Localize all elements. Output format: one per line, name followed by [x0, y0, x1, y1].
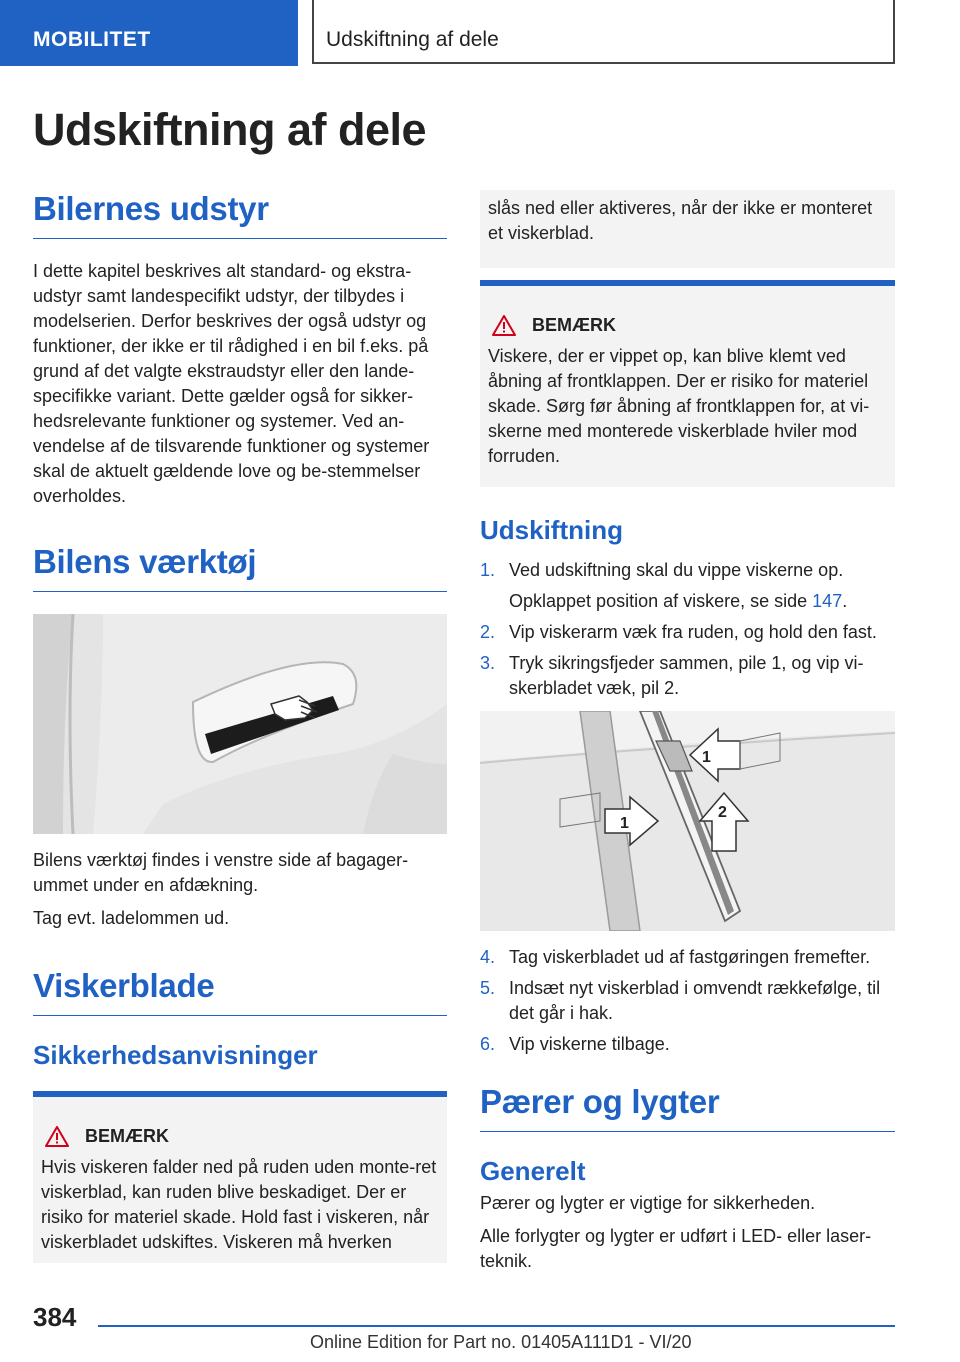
step-number: 4.: [480, 947, 496, 967]
warning-triangle-icon: [492, 314, 516, 336]
step-5: [480, 976, 895, 1026]
notice-continued-text: slås ned eller aktiveres, når der ikke er monteret et viskerblad.: [488, 198, 873, 243]
step-text: Ved udskiftning skal du vippe viskerne op.: [509, 560, 844, 580]
step-number: 1.: [480, 560, 496, 580]
step-6: [480, 1032, 895, 1057]
vehicle-equipment-text: I dette kapitel beskrives alt standard- og ekstra-udstyr samt landespecifikt udstyr, der tilbydes i modelserien. Derfor beskrives der også udstyr og funktioner, der ikke er til rådighed i en bil f.eks. på grund af det valgte ekstraudstyr eller den lande-specifikke variant. Dette gælder også for sikker-hedsrelevante funktioner og systemer. Ved an-vendelse af de tilsvarende funktioner og systemer skal de aktuelt gældende love og be-stemmelser overholdes.: [33, 261, 430, 506]
arrow-1-right-label: 1: [702, 749, 711, 766]
right-column: [480, 190, 895, 1274]
heading-bulbs-and-lights: Pærer og lygter: [480, 1083, 895, 1132]
step-2: [480, 620, 895, 645]
reference-suffix: .: [842, 591, 848, 611]
wiper-drawing: [480, 711, 895, 931]
arrow-1-left-label: 1: [620, 815, 629, 832]
toolkit-drawing: [33, 614, 447, 834]
step-text: Vip viskerne tilbage.: [509, 1034, 670, 1054]
charging-bag-text: Tag evt. ladelommen ud.: [33, 908, 230, 928]
heading-safety-notes: Sikkerhedsanvisninger: [33, 1040, 318, 1070]
heading-replacement: Udskiftning: [480, 515, 623, 545]
footer-divider: [98, 1325, 895, 1327]
general-text-1: Pærer og lygter er vigtige for sikkerheden.: [480, 1193, 816, 1213]
arrow-2-label: 2: [718, 804, 727, 821]
heading-onboard-toolkit: Bilens værktøj: [33, 543, 447, 592]
notice-text: Hvis viskeren falder ned på ruden uden monte-ret viskerblad, kan ruden blive beskadiget. Der er risiko for materiel skade. Hold fast i viskeren, når viskerbladet udskiftes. Viskeren må hverken: [41, 1157, 437, 1252]
step-number: 6.: [480, 1034, 496, 1054]
step-3: [480, 651, 895, 701]
toolkit-location-text: Bilens værktøj findes i venstre side af bagager-ummet under en afdækning.: [33, 850, 409, 895]
section-tab[interactable]: MOBILITET: [0, 0, 298, 66]
wiper-blade-illustration: [480, 711, 895, 931]
notice-box-continued: [480, 190, 895, 268]
step-text: Indsæt nyt viskerblad i omvendt rækkefølge, til det går i hak.: [509, 978, 881, 1023]
page-title: Udskiftning af dele: [33, 104, 427, 155]
notice-box-wiper-damage: [33, 1091, 447, 1263]
toolkit-illustration: [33, 614, 447, 834]
left-column: [33, 190, 447, 1263]
general-text-2: Alle forlygter og lygter er udført i LED- eller laser-teknik.: [480, 1226, 872, 1271]
footer-edition: Online Edition for Part no. 01405A111D1 - VI/20: [310, 1332, 692, 1352]
step-1-reference: [480, 589, 895, 614]
warning-triangle-icon: [45, 1125, 69, 1147]
step-number: 5.: [480, 978, 496, 998]
notice-label-2: BEMÆRK: [532, 314, 616, 335]
steps-list-c: [480, 945, 895, 1057]
step-number: 3.: [480, 653, 496, 673]
step-text: Vip viskerarm væk fra ruden, og hold den fast.: [509, 622, 877, 642]
heading-wiper-blades: Viskerblade: [33, 967, 447, 1016]
step-number: 2.: [480, 622, 496, 642]
notice-header-2: [488, 314, 887, 336]
notice-header: [41, 1125, 439, 1147]
notice-label: BEMÆRK: [85, 1125, 169, 1146]
step-4: [480, 945, 895, 970]
step-text: Tryk sikringsfjeder sammen, pile 1, og vip vi-skerbladet væk, pil 2.: [509, 653, 864, 698]
step-text: Tag viskerbladet ud af fastgøringen fremefter.: [509, 947, 871, 967]
page-number: 384: [33, 1302, 77, 1332]
step-1: [480, 558, 895, 583]
steps-list-b: [480, 620, 895, 701]
steps-list-a: [480, 558, 895, 583]
notice-box-bonnet: [480, 280, 895, 487]
notice-text-2: Viskere, der er vippet op, kan blive klemt ved åbning af frontklappen. Der er risiko for materiel skade. Sørg før åbning af frontklappen for, at vi-skerne med monterede viskerblade hviler mod forruden.: [488, 346, 870, 466]
heading-vehicle-equipment: Bilernes udstyr: [33, 190, 447, 239]
page-reference-link[interactable]: 147: [812, 591, 843, 611]
reference-text: Opklappet position af viskere, se side: [509, 591, 813, 611]
heading-general: Generelt: [480, 1156, 586, 1186]
chapter-title: Udskiftning af dele: [312, 0, 895, 64]
